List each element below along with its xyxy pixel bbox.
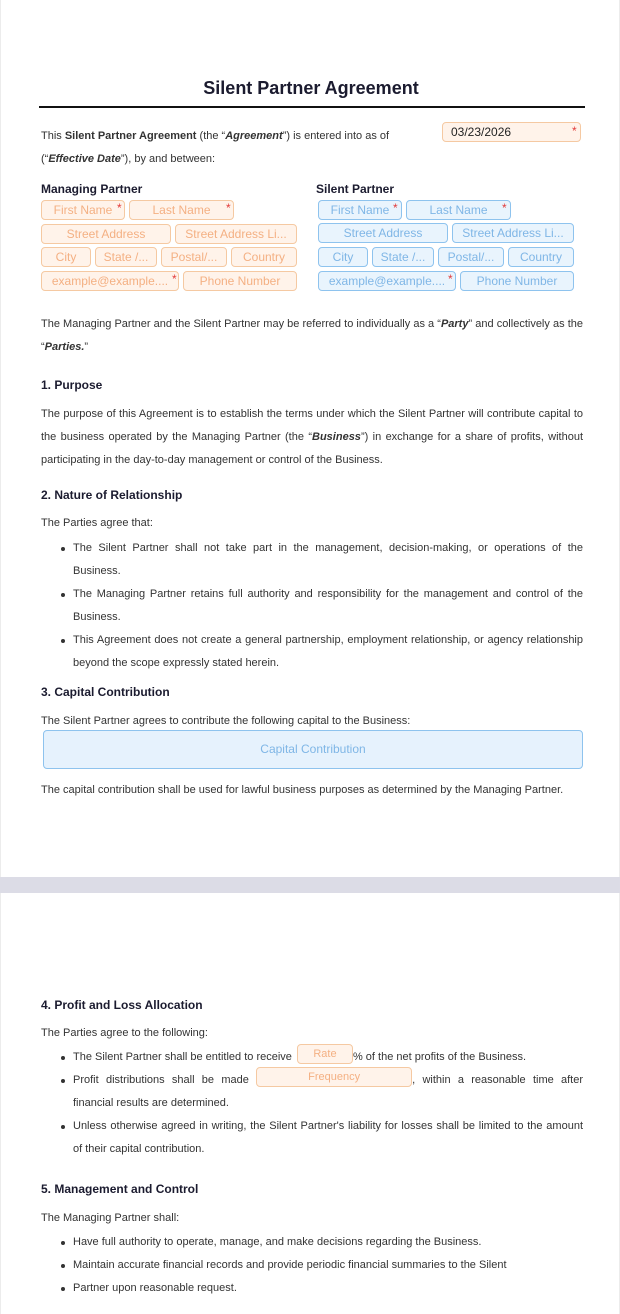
mp-postal-field[interactable]: Postal/...: [161, 247, 227, 267]
sp-last-name-field[interactable]: Last Name: [406, 200, 511, 220]
document-title: Silent Partner Agreement: [203, 78, 419, 98]
list-item: The Managing Partner retains full authority and responsibility for the management and control of the Business.: [41, 583, 583, 629]
list-item: Profit distributions shall be made Frequency , within a reasonable time after financial results are determined.: [41, 1069, 583, 1115]
sp-phone-field[interactable]: Phone Number: [460, 271, 574, 291]
agreement-name: Silent Partner Agreement: [64, 130, 197, 142]
intro-line-2: (“Effective Date”), by and between:: [41, 153, 216, 165]
capital-intro: The Silent Partner agrees to contribute the following capital to the Business:: [41, 715, 411, 727]
frequency-field[interactable]: Frequency: [256, 1067, 412, 1087]
list-item: The Silent Partner shall be entitled to receive Rate % of the net profits of the Business.: [41, 1046, 583, 1069]
parties-term: Parties.: [44, 341, 85, 353]
document-page-2: [0, 893, 620, 1314]
sp-state-field[interactable]: State /...: [372, 247, 434, 267]
party-term: Party: [440, 318, 469, 330]
mp-phone-field[interactable]: Phone Number: [183, 271, 297, 291]
effective-date-field[interactable]: 03/23/2026: [442, 122, 581, 142]
page-separator: [0, 877, 620, 893]
list-item: The Silent Partner shall not take part in the management, decision-making, or operations of the Business.: [41, 537, 583, 583]
capital-after: The capital contribution shall be used for lawful business purposes as determined by the Managing Partner.: [41, 784, 564, 796]
management-intro: The Managing Partner shall:: [41, 1212, 180, 1224]
management-list: [41, 1231, 583, 1300]
sp-street-address-field[interactable]: Street Address: [318, 223, 448, 243]
sp-postal-field[interactable]: Postal/...: [438, 247, 504, 267]
section-heading-profit: 4. Profit and Loss Allocation: [41, 998, 203, 1012]
section-heading-nature: 2. Nature of Relationship: [41, 488, 183, 502]
section-heading-capital: 3. Capital Contribution: [41, 685, 170, 699]
required-marker: *: [226, 201, 231, 215]
agreement-term: Agreement: [225, 130, 283, 142]
mp-street-address-field[interactable]: Street Address: [41, 224, 171, 244]
profit-list: [41, 1046, 583, 1161]
list-item: This Agreement does not create a general partnership, employment relationship, or agency relationship beyond the scope expressly stated herein.: [41, 629, 583, 675]
nature-list: [41, 537, 583, 675]
sp-first-name-field[interactable]: First Name: [318, 200, 402, 220]
silent-partner-heading: Silent Partner: [316, 182, 395, 196]
parties-paragraph: The Managing Partner and the Silent Partner may be referred to individually as a “Party” and collectively as the “Parties.”: [41, 318, 583, 353]
sp-email-field[interactable]: example@example....: [318, 271, 456, 291]
sp-street-address-line2-field[interactable]: Street Address Li...: [452, 223, 574, 243]
mp-last-name-field[interactable]: Last Name: [129, 200, 234, 220]
nature-intro: The Parties agree that:: [41, 517, 153, 529]
required-marker: *: [572, 124, 577, 138]
sp-country-field[interactable]: Country: [508, 247, 574, 267]
list-item: Maintain accurate financial records and provide periodic financial summaries to the Silent: [41, 1254, 583, 1277]
list-item: Partner upon reasonable request.: [41, 1277, 583, 1300]
list-item: Unless otherwise agreed in writing, the Silent Partner's liability for losses shall be limited to the amount of their capital contribution.: [41, 1115, 583, 1161]
section-heading-management: 5. Management and Control: [41, 1182, 199, 1196]
mp-email-field[interactable]: example@example....: [41, 271, 179, 291]
managing-partner-heading: Managing Partner: [41, 182, 143, 196]
mp-street-address-line2-field[interactable]: Street Address Li...: [175, 224, 297, 244]
mp-state-field[interactable]: State /...: [95, 247, 157, 267]
required-marker: *: [448, 272, 453, 286]
capital-contribution-field[interactable]: Capital Contribution: [43, 730, 583, 769]
required-marker: *: [393, 201, 398, 215]
purpose-paragraph: The purpose of this Agreement is to establish the terms under which the Silent Partner will contribute capital to the business operated by the Managing Partner (the “Business”) in exchange for a share of profits, without participating in the day-to-day management or control of the Business.: [41, 408, 583, 466]
section-heading-purpose: 1. Purpose: [41, 378, 103, 392]
rate-field[interactable]: Rate: [297, 1044, 353, 1064]
required-marker: *: [117, 201, 122, 215]
business-term: Business: [312, 431, 361, 443]
effective-date-term: Effective Date: [48, 153, 121, 165]
mp-first-name-field[interactable]: First Name: [41, 200, 125, 220]
intro-line-1: This Silent Partner Agreement (the “Agreement”) is entered into as of: [41, 130, 390, 142]
required-marker: *: [172, 272, 177, 286]
mp-country-field[interactable]: Country: [231, 247, 297, 267]
mp-city-field[interactable]: City: [41, 247, 91, 267]
profit-intro: The Parties agree to the following:: [41, 1027, 208, 1039]
list-item: Have full authority to operate, manage, and make decisions regarding the Business.: [41, 1231, 583, 1254]
required-marker: *: [502, 201, 507, 215]
title-divider: [39, 106, 585, 108]
sp-city-field[interactable]: City: [318, 247, 368, 267]
